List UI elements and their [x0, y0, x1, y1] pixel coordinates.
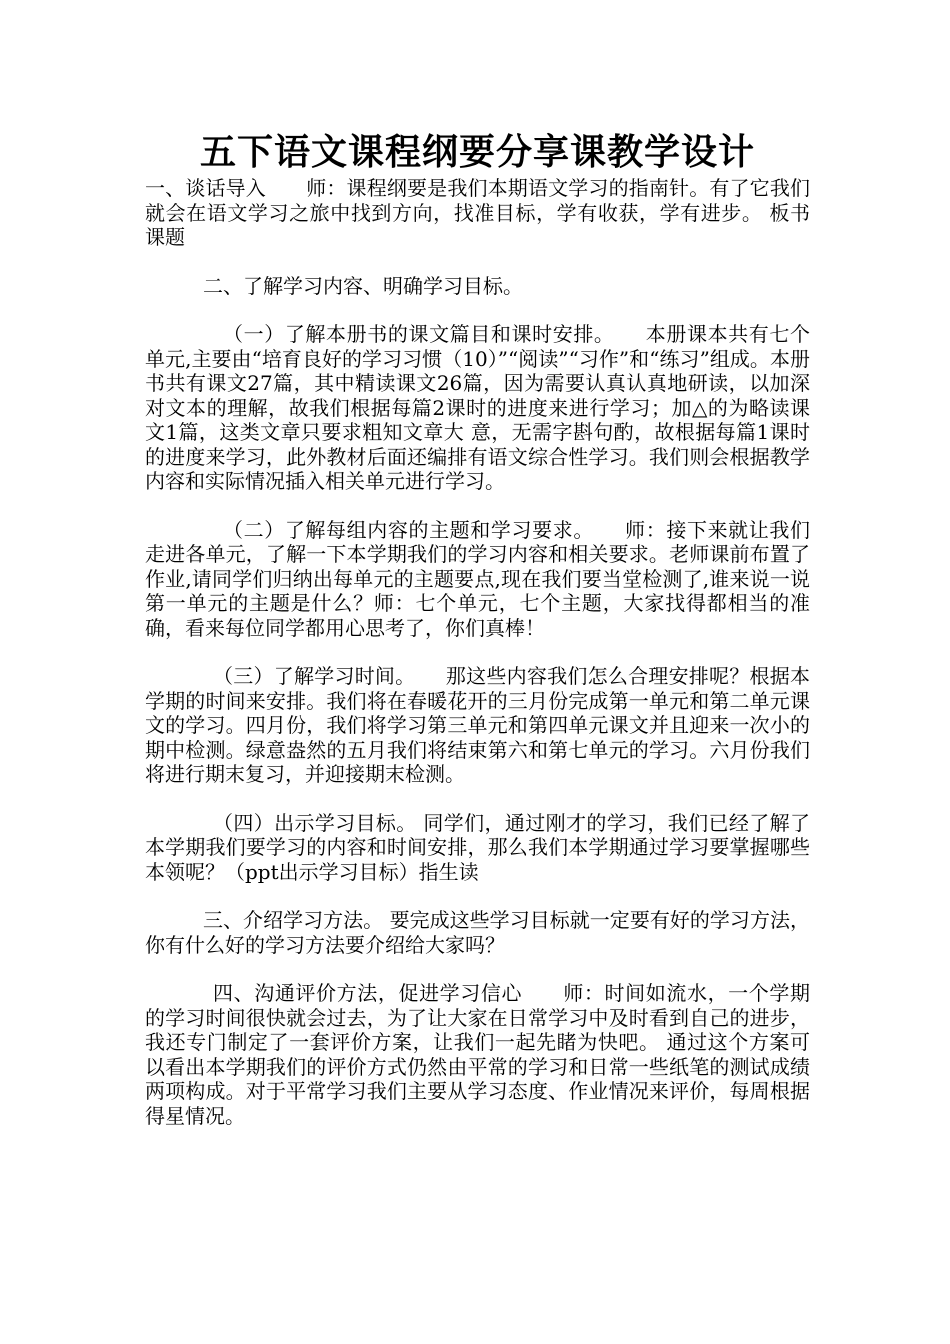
paragraph-section-2-4: （四）出示学习目标。 同学们，通过刚才的学习，我们已经了解了本学期我们要学习的内容和时间安排，那么我们本学期通过学习要掌握哪些本领呢？（ppt出示学习目标）指生读 [145, 810, 810, 884]
paragraph-gap [145, 494, 810, 518]
paragraph-section-2-1: （一）了解本册书的课文篇目和课时安排。 本册课本共有七个单元,主要由“培育良好的学习习惯（10）”“阅读”“习作”和“练习”组成。本册书共有课文27篇，其中精读课文26篇，因为需要认真认真地研读，以加深对文本的理解，故我们根据每篇2课时的进度来进行学习；加△的为略读课文1篇，这类文章只要求粗知文章大 意，无需字斟句酌，故根据每篇1课时的进度来学习，此外教材后面还编排有语文综合性学习。我们则会根据教学内容和实际情况插入相关单元进行学习。 [145, 322, 810, 493]
paragraph-gap [145, 957, 810, 981]
paragraph-gap [145, 640, 810, 664]
document-page [145, 128, 810, 1128]
paragraph-gap [145, 787, 810, 811]
paragraph-section-4: 四、沟通评价方法，促进学习信心 师：时间如流水，一个学期的学习时间很快就会过去，为了让大家在日常学习中及时看到自己的进步，我还专门制定了一套评价方案，让我们一起先睹为快吧。 通过这个方案可以看出本学期我们的评价方式仍然由平常的学习和日常一些纸笔的测试成绩两项构成。对于平常学习我们主要从学习态度、作业情况来评价，每周根据得星情况。 [145, 981, 810, 1128]
paragraph-gap [145, 884, 810, 908]
paragraph-gap [145, 250, 810, 274]
paragraph-intro: 一、谈话导入 师：课程纲要是我们本期语文学习的指南针。有了它我们就会在语文学习之旅中找到方向，找准目标，学有收获，学有进步。 板书课题 [145, 176, 810, 249]
paragraph-section-2-3: （三）了解学习时间。 那这些内容我们怎么合理安排呢？根据本学期的时间来安排。我们将在春暖花开的三月份完成第一单元和第二单元课文的学习。四月份，我们将学习第三单元和第四单元课文并且迎来一次小的期中检测。绿意盎然的五月我们将结束第六和第七单元的学习。六月份我们将进行期末复习，并迎接期末检测。 [145, 664, 810, 786]
paragraph-gap [145, 298, 810, 322]
paragraph-section-3: 三、介绍学习方法。 要完成这些学习目标就一定要有好的学习方法，你有什么好的学习方法要介绍给大家吗？ [145, 908, 810, 957]
paragraph-section-2-2: （二）了解每组内容的主题和学习要求。 师：接下来就让我们走进各单元，了解一下本学期我们的学习内容和相关要求。老师课前布置了作业,请同学们归纳出每单元的主题要点,现在我们要当堂检测了,谁来说一说第一单元的主题是什么？师：七个单元，七个主题，大家找得都相当的准确，看来每位同学都用心思考了，你们真棒！ [145, 517, 810, 640]
document-title: 五下语文课程纲要分享课教学设计 [199, 131, 755, 173]
heading-section-2: 二、了解学习内容、明确学习目标。 [203, 273, 523, 298]
